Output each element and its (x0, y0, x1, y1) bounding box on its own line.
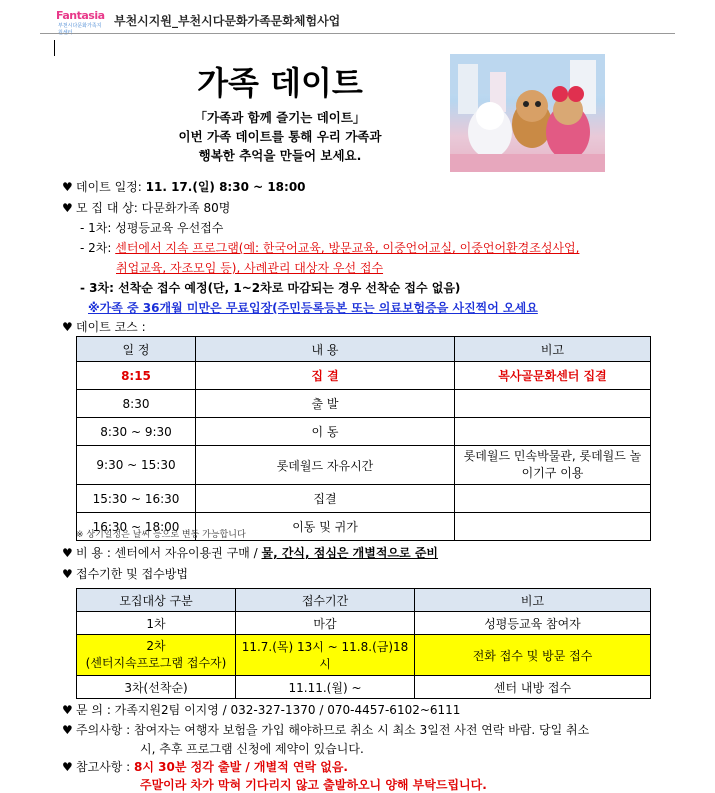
fantasia-logo: Fantasia 부천시다문화가족지원센터 (56, 9, 105, 36)
recruit-second-cont: 취업교육, 자조모임 등), 사례관리 대상자 우선 접수 (116, 261, 384, 275)
table-row: 8:30 ~ 9:30 이 동 (77, 418, 651, 446)
table-row: 9:30 ~ 15:30 롯데월드 자유시간 롯데월드 민속박물관, 롯데월드 놀이기구 이용 (77, 446, 651, 485)
apply-table (76, 588, 651, 699)
page-header (56, 8, 341, 36)
course-table (76, 336, 651, 541)
organization-name: 부천시지원_부천시다문화가족문화체험사업 (114, 13, 341, 28)
caution-line-cont: 시, 추후 프로그램 신청에 제약이 있습니다. (140, 742, 364, 756)
table-row: 8:30 출 발 (77, 390, 651, 418)
text-cursor (54, 40, 55, 56)
heart-bullet-icon: ♥ (62, 201, 73, 215)
table-row: 2차 (센터지속프로그램 접수자) 11.7.(목) 13시 ~ 11.8.(금)18시 전화 접수 및 방문 접수 (77, 635, 651, 676)
reference-line-cont: 주말이라 차가 막혀 기다리지 않고 출발하오니 양해 부탁드립니다. (140, 778, 487, 792)
heart-bullet-icon: ♥ (62, 723, 73, 737)
schedule-footnote: ※ 상기일정은 날씨 등으로 변동 가능합니다 (76, 530, 246, 540)
course-line: ♥ 데이트 코스 : (62, 320, 146, 334)
heart-bullet-icon: ♥ (62, 567, 73, 581)
table-row: 3차(선착순) 11.11.(월) ~ 센터 내방 접수 (77, 676, 651, 699)
page-title: 가족 데이트 (197, 64, 363, 102)
recruit-second: - 2차: 센터에서 지속 프로그램(예: 한국어교육, 방문교육, 이중언어교실, 이중언어환경조성사업, (80, 241, 580, 255)
lotte-world-mascot-photo (450, 54, 605, 172)
intro-text: 「가족과 함께 즐기는 데이트」 이번 가족 데이트를 통해 우리 가족과 행복한 추억을 만들어 보세요. (178, 110, 382, 163)
cost-line: ♥ 비 용 : 센터에서 자유이용권 구매 / 물, 간식, 점심은 개별적으로 준비 (62, 546, 439, 560)
recruit-first: - 1차: 성평등교육 우선접수 (80, 221, 224, 235)
heart-bullet-icon: ♥ (62, 703, 73, 717)
heart-bullet-icon: ♥ (62, 320, 73, 334)
heart-bullet-icon: ♥ (62, 760, 73, 774)
table-header-row: 일 정 내 용 비고 (77, 337, 651, 362)
table-header-row: 모집대상 구분 접수기간 비고 (77, 589, 651, 612)
free-admission-note: ※가족 중 36개월 미만은 무료입장(주민등록등본 또는 의료보험증을 사진찍어 오세요 (88, 301, 538, 315)
recruit-line: ♥ 모 집 대 상: 다문화가족 80명 (62, 201, 231, 215)
heart-bullet-icon: ♥ (62, 180, 73, 194)
contact-line: ♥ 문 의 : 가족지원2팀 이지영 / 032-327-1370 / 070-4457-6102~6111 (62, 703, 461, 717)
apply-line: ♥ 접수기한 및 접수방법 (62, 567, 188, 581)
heart-bullet-icon: ♥ (62, 546, 73, 560)
table-row: 15:30 ~ 16:30 집결 (77, 485, 651, 513)
caution-line: ♥ 주의사항 : 참여자는 여행자 보험을 가입 해야하므로 취소 시 최소 3일전 사전 연락 바람. 당일 취소 (62, 723, 590, 737)
table-row: 16:30 ~ 18:00 이동 및 귀가 (77, 513, 651, 541)
table-row: 8:15 집 결 복사골문화센터 집결 (77, 362, 651, 390)
header-divider (40, 33, 675, 34)
reference-line: ♥ 참고사항 : 8시 30분 정각 출발 / 개별적 연락 없음. (62, 760, 348, 774)
date-line: ♥ 데이트 일정: 11. 17.(일) 8:30 ~ 18:00 (62, 180, 306, 194)
recruit-third: - 3차: 선착순 접수 예정(단, 1~2차로 마감되는 경우 선착순 접수 없음) (80, 281, 461, 295)
table-row: 1차 마감 성평등교육 참여자 (77, 612, 651, 635)
